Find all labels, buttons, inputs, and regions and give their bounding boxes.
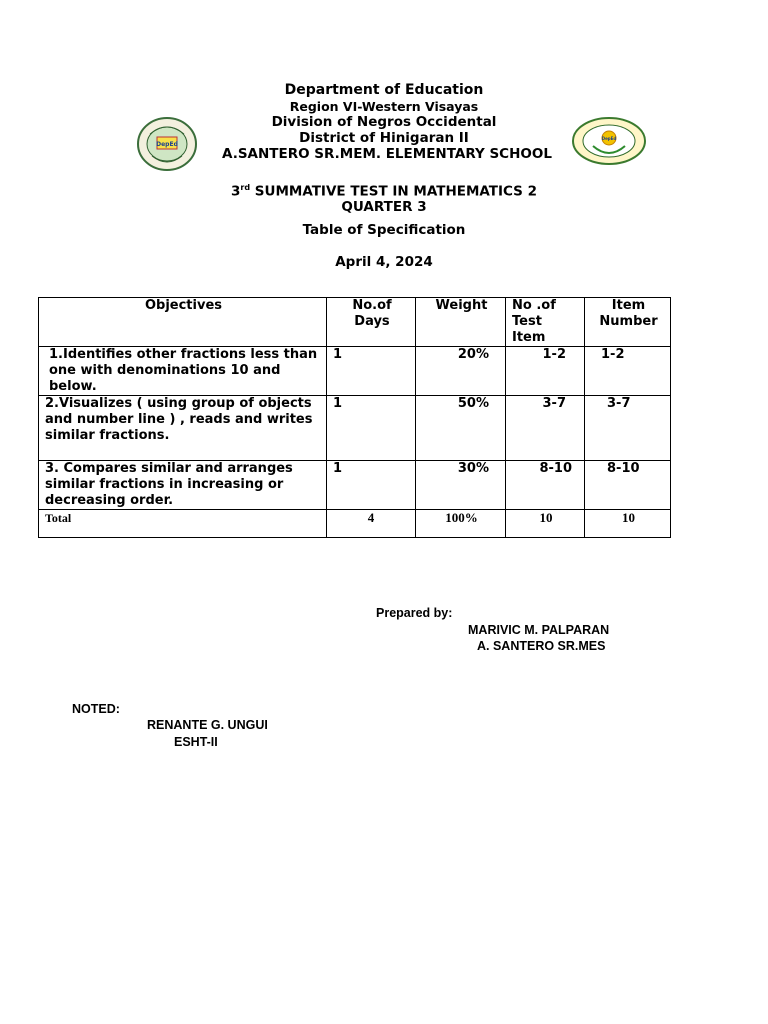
weight-cell: 20% xyxy=(416,347,506,396)
header-item-number: Item Number xyxy=(585,298,671,347)
weight-cell: 50% xyxy=(416,396,506,461)
days-cell: 1 xyxy=(327,347,416,396)
tos-subtitle: Table of Specification xyxy=(302,222,466,238)
total-test-items: 10 xyxy=(506,510,585,538)
test-items-cell: 8-10 xyxy=(506,461,585,510)
objective-cell: 1.Identifies other fractions less than one with denominations 10 and below. xyxy=(39,347,327,396)
prepared-by-school: A. SANTERO SR.MES xyxy=(477,639,606,653)
header-test-items: No .of Test Item xyxy=(506,298,585,347)
division-seal-logo xyxy=(136,116,198,172)
days-cell: 1 xyxy=(327,461,416,510)
item-number-cell: 8-10 xyxy=(585,461,671,510)
item-number-cell: 3-7 xyxy=(585,396,671,461)
header-days: No.of Days xyxy=(327,298,416,347)
prepared-by-name: MARIVIC M. PALPARAN xyxy=(468,623,610,637)
svg-text:DepEd: DepEd xyxy=(156,141,178,148)
header-department: Department of Education xyxy=(284,82,484,98)
total-days: 4 xyxy=(327,510,416,538)
quarter-title: QUARTER 3 xyxy=(341,199,427,215)
title-ordinal-suffix: rd xyxy=(240,183,251,192)
header-district: District of Hinigaran II xyxy=(299,130,469,146)
total-label: Total xyxy=(39,510,327,538)
total-row xyxy=(39,510,671,538)
total-weight: 100% xyxy=(416,510,506,538)
table-row xyxy=(39,347,671,396)
table-row xyxy=(39,396,671,461)
table-header-row xyxy=(39,298,671,347)
total-item-number: 10 xyxy=(585,510,671,538)
noted-label: NOTED: xyxy=(72,702,120,716)
test-items-cell: 3-7 xyxy=(506,396,585,461)
objective-cell: 2.Visualizes ( using group of objects and number line ) , reads and writes similar fractions. xyxy=(39,396,327,461)
days-cell: 1 xyxy=(327,396,416,461)
title-ordinal: 3 xyxy=(230,183,241,200)
item-number-cell: 1-2 xyxy=(585,347,671,396)
prepared-by-label: Prepared by: xyxy=(376,606,453,620)
noted-name: RENANTE G. UNGUI xyxy=(147,718,268,732)
header-division: Division of Negros Occidental xyxy=(271,114,497,130)
test-date: April 4, 2024 xyxy=(335,254,433,270)
table-row xyxy=(39,461,671,510)
specification-table xyxy=(38,297,671,538)
header-weight: Weight xyxy=(416,298,506,347)
school-seal-logo xyxy=(571,116,647,166)
svg-text:DepEd: DepEd xyxy=(601,136,617,141)
title-test-name: SUMMATIVE TEST IN MATHEMATICS 2 xyxy=(250,183,538,200)
noted-title: ESHT-II xyxy=(174,735,218,749)
header-objectives: Objectives xyxy=(39,298,327,347)
test-items-cell: 1-2 xyxy=(506,347,585,396)
weight-cell: 30% xyxy=(416,461,506,510)
test-title xyxy=(0,183,768,200)
header-school: A.SANTERO SR.MEM. ELEMENTARY SCHOOL xyxy=(222,146,552,162)
header-region: Region VI-Western Visayas xyxy=(289,99,479,114)
objective-cell: 3. Compares similar and arranges similar fractions in increasing or decreasing order. xyxy=(39,461,327,510)
